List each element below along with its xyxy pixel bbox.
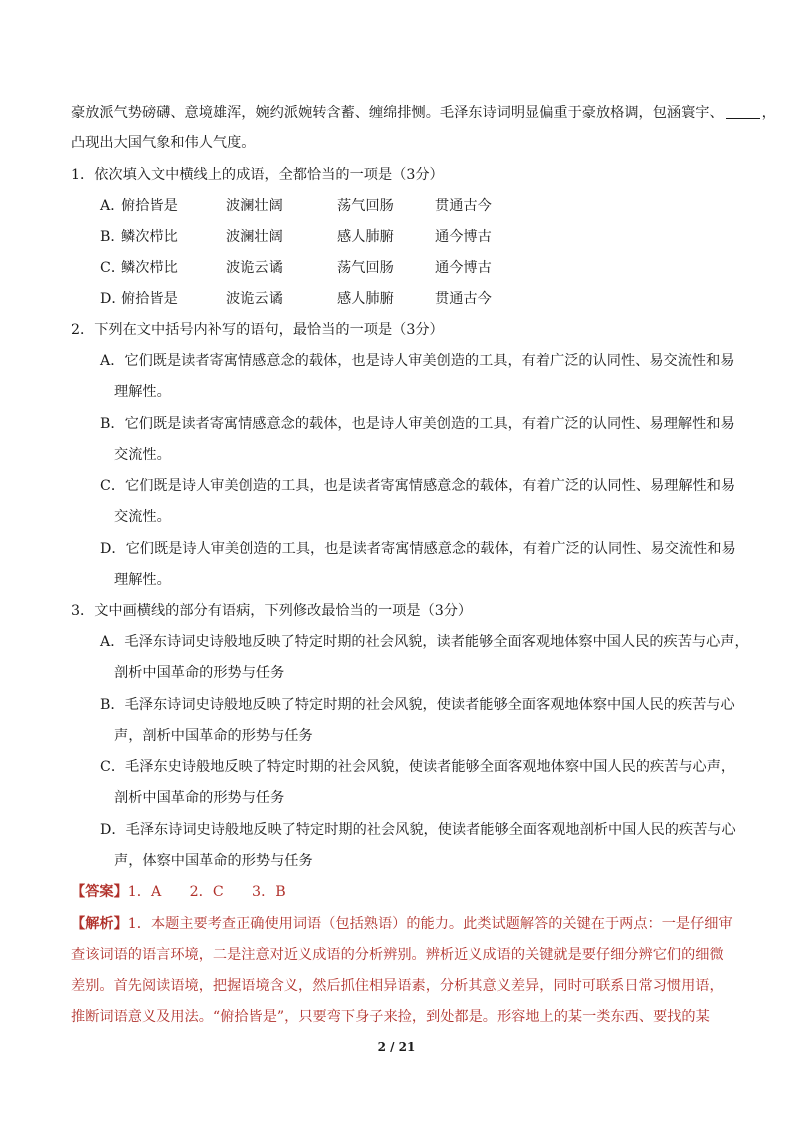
q1-option-a-letter: A．	[100, 198, 125, 214]
q1-option-b-idiom-1: 鳞次栉比	[121, 229, 178, 245]
q1-option-b-letter: B．	[100, 229, 125, 245]
answer-line	[71, 882, 286, 902]
q1-option-c-idiom-1: 鳞次栉比	[121, 260, 178, 276]
q3-option-b-line-1: B．毛泽东诗词史诗般地反映了特定时期的社会风貌，使读者能够全面客观地体察中国人民的疾苦与心	[100, 697, 735, 713]
q1-option-d-idiom-3: 感人肺腑	[337, 291, 394, 307]
q1-option-a-idiom-3: 荡气回肠	[337, 198, 394, 214]
q2-option-b-line-2: 交流性。	[114, 447, 171, 463]
analysis-line-2: 查该词语的语言环境，二是注意对近义成语的分析辨别。辨析近义成语的关键就是要仔细分辨它们的细微	[71, 947, 724, 963]
q3-option-b-line-2: 声，剖析中国革命的形势与任务	[114, 728, 313, 744]
q2-option-a-line-2: 理解性。	[114, 384, 171, 400]
q1-option-d-letter: D．	[100, 291, 126, 307]
q2-option-c-line-1: C．它们既是诗人审美创造的工具，也是读者寄寓情感意念的载体，有着广泛的认同性、易理解性和易	[100, 478, 736, 494]
analysis-tag: 【解析】	[71, 916, 128, 932]
q1-option-d-idiom-4: 贯通古今	[435, 291, 492, 307]
page-number: 2 / 21	[377, 1040, 416, 1054]
q1-option-a-idiom-4: 贯通古今	[435, 198, 492, 214]
q3-option-d-line-1: D．毛泽东诗词史诗般地反映了特定时期的社会风貌，使读者能够全面客观地剖析中国人民的疾苦与心	[100, 822, 736, 838]
q1-option-c-idiom-3: 荡气回肠	[337, 260, 394, 276]
q3-option-a-line-2: 剖析中国革命的形势与任务	[114, 665, 285, 681]
q1-option-a-idiom-2: 波澜壮阔	[226, 198, 283, 214]
analysis-line-3: 差别。首先阅读语境，把握语境含义，然后抓住相异语素，分析其意义差异，同时可联系日常习惯用语，	[71, 978, 724, 994]
q1-option-b-idiom-3: 感人肺腑	[337, 229, 394, 245]
fill-blank	[726, 104, 760, 119]
intro-line-1-text: 豪放派气势磅礴、意境雄浑，婉约派婉转含蓄、缠绵排恻。毛泽东诗词明显偏重于豪放格调，包涵寰宇、	[71, 105, 724, 121]
q3-option-c-line-1: C．毛泽东史诗般地反映了特定时期的社会风貌，使读者能够全面客观地体察中国人民的疾苦与心声，	[100, 759, 736, 775]
q2-option-b-line-1: B．它们既是读者寄寓情感意念的载体，也是诗人审美创造的工具，有着广泛的认同性、易理解性和易	[100, 416, 735, 432]
q2-option-c-line-2: 交流性。	[114, 509, 171, 525]
q2-option-d-line-1: D．它们既是诗人审美创造的工具，也是读者寄寓情感意念的载体，有着广泛的认同性、易交流性和易	[100, 541, 736, 557]
q1-option-c-letter: C．	[100, 260, 126, 276]
intro-line-1	[71, 103, 776, 123]
q2-option-a-line-1: A．它们既是读者寄寓情感意念的载体，也是诗人审美创造的工具，有着广泛的认同性、易交流性和易	[100, 353, 735, 369]
intro-line-1-tail: ，	[761, 105, 776, 121]
q1-option-c-idiom-4: 通今博古	[435, 260, 492, 276]
intro-line-2: 凸现出大国气象和伟人气度。	[71, 135, 256, 151]
q1-option-d-idiom-2: 波诡云谲	[226, 291, 283, 307]
q1-stem: 1．依次填入文中横线上的成语，全都恰当的一项是（3分）	[71, 167, 444, 183]
analysis-line-1-text: 1．本题主要考查正确使用词语（包括熟语）的能力。此类试题解答的关键在于两点：一是仔细审	[127, 916, 733, 932]
analysis-line-4: 推断词语意义及用法。“俯拾皆是”，只要弯下身子来捡，到处都是。形容地上的某一类东西、要找的某	[71, 1009, 710, 1025]
q1-option-a-idiom-1: 俯拾皆是	[121, 198, 178, 214]
answer-tag: 【答案】	[71, 884, 128, 900]
q2-option-d-line-2: 理解性。	[114, 572, 171, 588]
q3-option-a-line-1: A．毛泽东诗词史诗般地反映了特定时期的社会风貌，读者能够全面客观地体察中国人民的疾苦与心声，	[100, 634, 749, 650]
q3-stem: 3．文中画横线的部分有语病，下列修改最恰当的一项是（3分）	[71, 603, 473, 619]
q1-option-b-idiom-2: 波澜壮阔	[226, 229, 283, 245]
q2-stem: 2．下列在文中括号内补写的语句，最恰当的一项是（3分）	[71, 322, 444, 338]
q3-option-c-line-2: 剖析中国革命的形势与任务	[114, 790, 285, 806]
q1-option-d-idiom-1: 俯拾皆是	[121, 291, 178, 307]
analysis-line-1	[71, 914, 733, 934]
q3-option-d-line-2: 声，体察中国革命的形势与任务	[114, 853, 313, 869]
q1-option-c-idiom-2: 波诡云谲	[226, 260, 283, 276]
answer-text: 1．A 2．C 3．B	[127, 884, 286, 900]
q1-option-b-idiom-4: 通今博古	[435, 229, 492, 245]
